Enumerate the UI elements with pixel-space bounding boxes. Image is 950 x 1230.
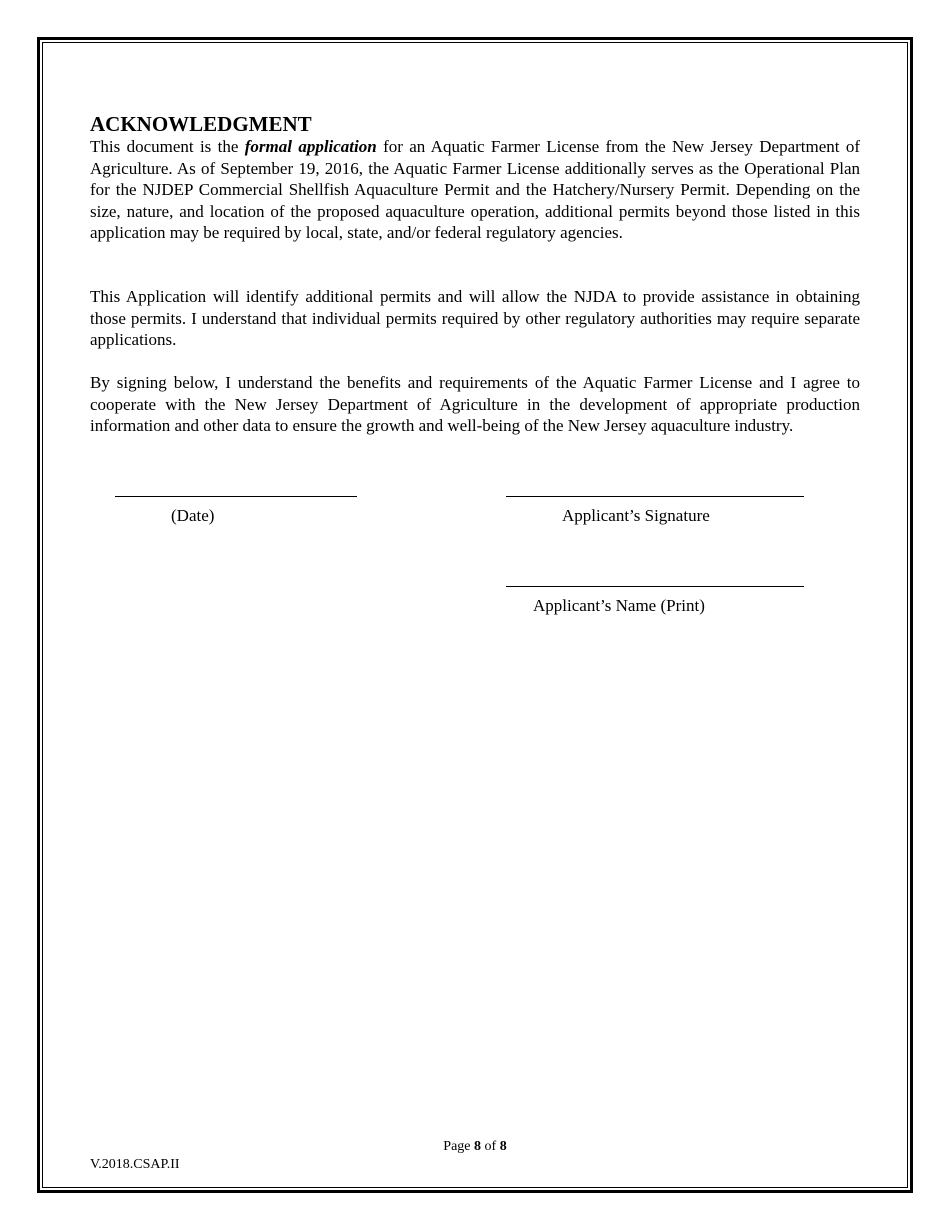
page-of: of (481, 1139, 500, 1154)
signature-line[interactable] (506, 496, 804, 497)
paragraph-agreement: By signing below, I understand the benefits and requirements of the Aquatic Farmer License and I agree to cooperate with the New Jersey Department of Agriculture in the development of appropriate production information and other data to ensure the growth and well-being of the New Jersey aquaculture industry. (90, 373, 860, 436)
paragraph1-body: for an Aquatic Farmer License from the New Jersey Department of Agriculture. As of September 19, 2016, the Aquatic Farmer License additionally serves as the Operational Plan for the NJDEP Commercial Shellfish Aquaculture Permit and the Hatchery/Nursery Permit. Depending on the size, nature, and location of the proposed aquaculture operation, additional permits beyond those listed in this application may be required by local, state, and/or federal regulatory agencies. (90, 137, 860, 243)
paragraph-additional-permits: This Application will identify additional permits and will allow the NJDA to provide assistance in obtaining those permits. I understand that individual permits required by other regulatory authorities may require separate applications. (90, 287, 860, 350)
printed-name-label: Applicant’s Name (Print) (533, 596, 705, 615)
page-current: 8 (474, 1139, 482, 1154)
paragraph-formal-application (90, 136, 860, 244)
page-total: 8 (499, 1139, 507, 1154)
page-prefix: Page (443, 1139, 475, 1154)
date-line[interactable] (115, 496, 357, 497)
formal-application-emphasis: formal application (244, 137, 377, 156)
page-number (0, 1138, 950, 1156)
section-heading: ACKNOWLEDGMENT (90, 112, 312, 136)
printed-name-line[interactable] (506, 586, 804, 587)
paragraph1-lead: This document is the (90, 137, 245, 156)
signature-label: Applicant’s Signature (562, 506, 710, 525)
version-label: V.2018.CSAP.II (90, 1157, 180, 1172)
date-label: (Date) (171, 506, 215, 525)
